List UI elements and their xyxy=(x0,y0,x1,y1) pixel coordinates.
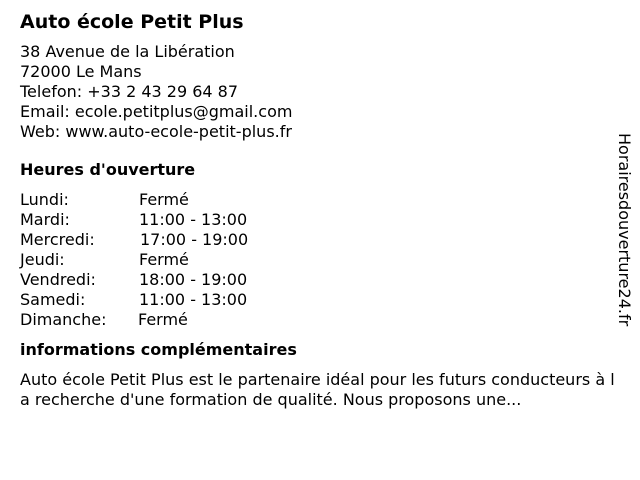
address-street: 38 Avenue de la Libération xyxy=(20,42,235,61)
day-label: Vendredi: xyxy=(20,270,96,289)
time-value: 17:00 - 19:00 xyxy=(140,230,249,249)
day-label: Mardi: xyxy=(20,210,70,229)
opening-hours-table xyxy=(20,190,610,330)
additional-info-text: Auto école Petit Plus est le partenaire idéal pour les futurs conducteurs à la recherche d'une formation de qualité. Nous proposons une... xyxy=(20,370,615,409)
address-block xyxy=(20,42,610,142)
time-value: Fermé xyxy=(139,250,189,269)
day-label: Mercredi: xyxy=(20,230,95,249)
day-label: Lundi: xyxy=(20,190,69,209)
hours-row-thursday xyxy=(20,250,610,270)
hours-row-friday xyxy=(20,270,610,290)
hours-row-sunday xyxy=(20,310,610,330)
business-title: Auto école Petit Plus xyxy=(20,11,244,33)
day-label: Dimanche: xyxy=(20,310,107,329)
time-value: 11:00 - 13:00 xyxy=(139,290,248,309)
email-line: Email: ecole.petitplus@gmail.com xyxy=(20,102,293,121)
business-card xyxy=(20,10,615,410)
hours-row-wednesday xyxy=(20,230,610,250)
hours-row-monday xyxy=(20,190,610,210)
day-label: Samedi: xyxy=(20,290,86,309)
time-value: Fermé xyxy=(139,190,189,209)
hours-row-saturday xyxy=(20,290,610,310)
phone-line: Telefon: +33 2 43 29 64 87 xyxy=(20,82,239,101)
website-line: Web: www.auto-ecole-petit-plus.fr xyxy=(20,122,292,141)
day-label: Jeudi: xyxy=(20,250,65,269)
opening-hours-heading: Heures d'ouverture xyxy=(20,160,196,179)
time-value: Fermé xyxy=(138,310,188,329)
additional-info-heading: informations complémentaires xyxy=(20,340,297,359)
site-watermark-label: Horairesdouverture24.fr xyxy=(615,133,634,327)
hours-row-tuesday xyxy=(20,210,610,230)
time-value: 18:00 - 19:00 xyxy=(139,270,248,289)
address-city: 72000 Le Mans xyxy=(20,62,142,81)
time-value: 11:00 - 13:00 xyxy=(139,210,248,229)
